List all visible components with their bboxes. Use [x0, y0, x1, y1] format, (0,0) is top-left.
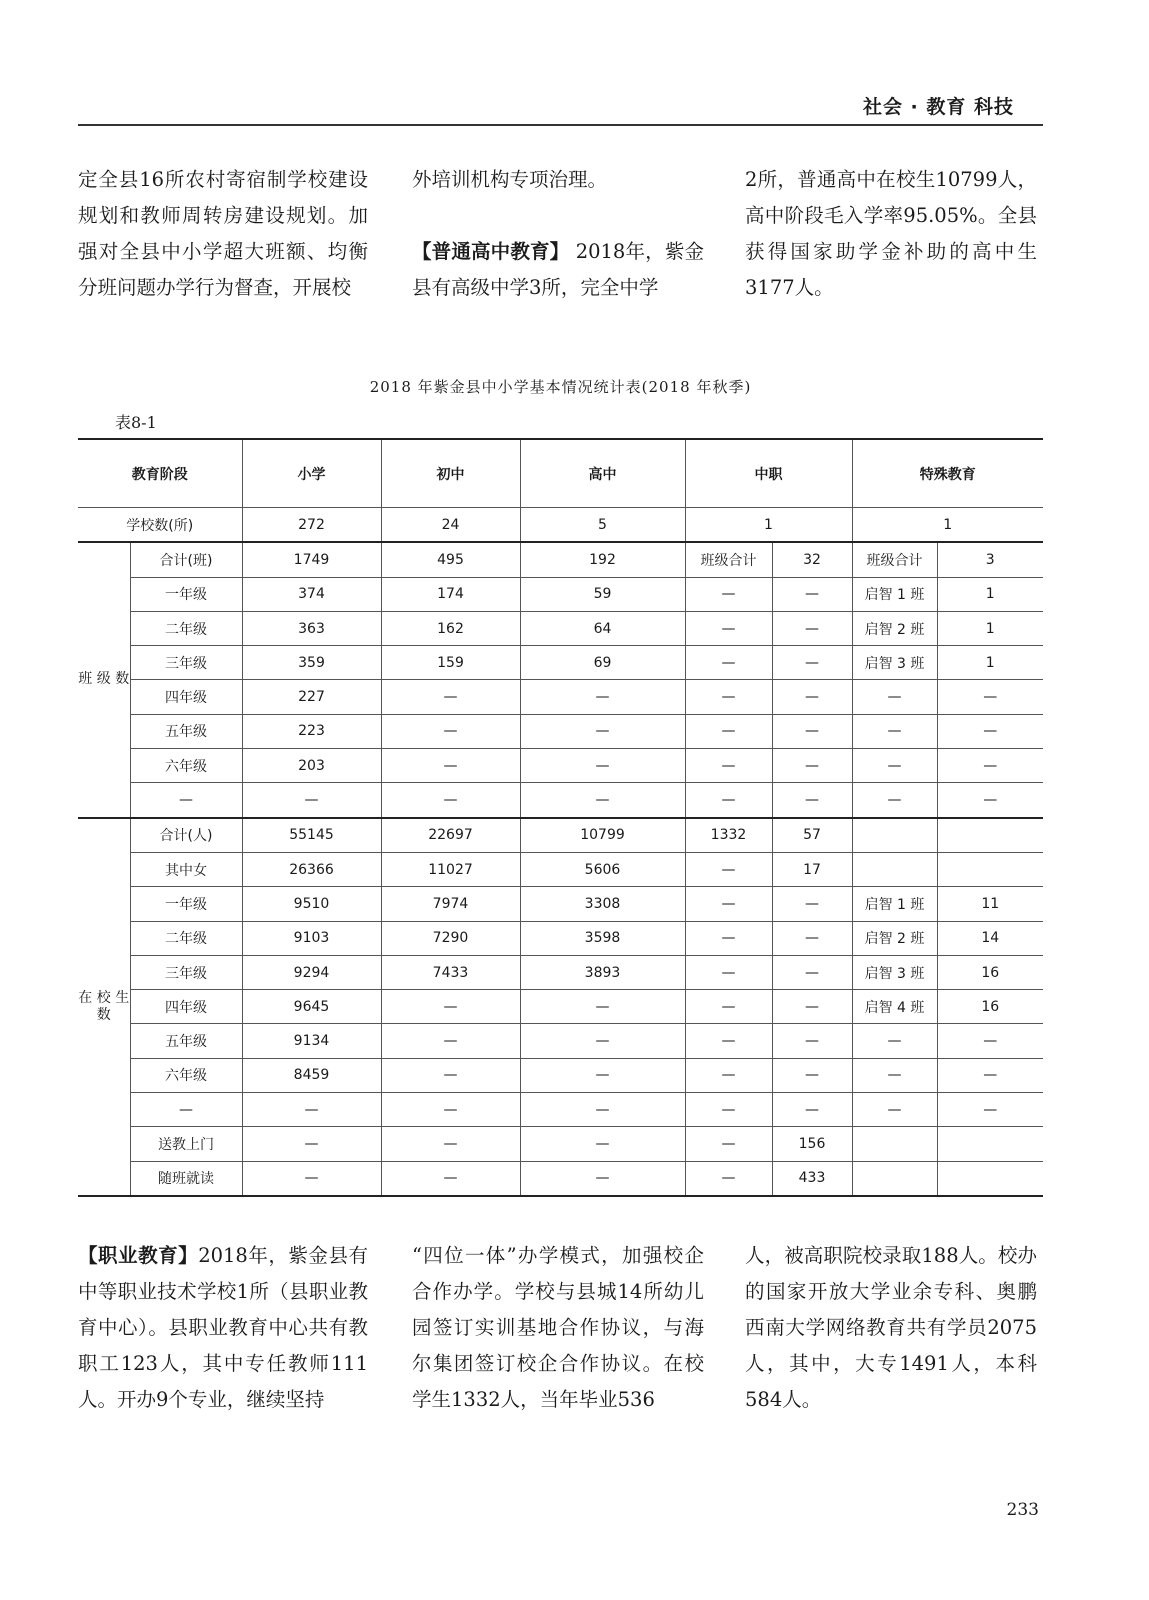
table-cell: 174: [381, 577, 520, 611]
table-cell: —: [685, 680, 772, 714]
table-cell: [852, 852, 937, 886]
table-cell: 启智 4 班: [852, 990, 937, 1024]
table-cell: —: [242, 1093, 381, 1127]
table-cell: [937, 1161, 1043, 1196]
table-row: [78, 1058, 1043, 1092]
table-cell: 3598: [520, 921, 685, 955]
table-cell: —: [685, 852, 772, 886]
row-label: 合计(人): [130, 818, 242, 853]
table-cell: —: [772, 1024, 852, 1058]
table-cell: —: [685, 783, 772, 818]
table-cell: —: [685, 1161, 772, 1196]
table-row: [78, 508, 1043, 543]
table-cell: 495: [381, 542, 520, 577]
table-cell: 32: [772, 542, 852, 577]
top-col2-paragraph: [412, 234, 704, 306]
table-row: [78, 611, 1043, 645]
table-cell: —: [937, 680, 1043, 714]
table-row: [78, 955, 1043, 989]
table-cell: —: [520, 990, 685, 1024]
table-cell: —: [381, 783, 520, 818]
table-cell: 启智 3 班: [852, 646, 937, 680]
table-cell: —: [772, 990, 852, 1024]
table-cell: —: [520, 1093, 685, 1127]
table-cell: 启智 3 班: [852, 955, 937, 989]
row-label: 一年级: [130, 887, 242, 921]
table-cell: 59: [520, 577, 685, 611]
table-cell: —: [520, 1161, 685, 1196]
table-cell: 7290: [381, 921, 520, 955]
table-cell: 272: [242, 508, 381, 543]
header-cell: 初中: [381, 439, 520, 508]
header-cell: 特殊教育: [852, 439, 1043, 508]
table-cell: 156: [772, 1127, 852, 1161]
table-cell: 11027: [381, 852, 520, 886]
table-cell: —: [685, 1127, 772, 1161]
table-cell: —: [520, 1024, 685, 1058]
table-cell: —: [852, 749, 937, 783]
header-cell: 中职: [685, 439, 852, 508]
row-label: 五年级: [130, 1024, 242, 1058]
table-cell: —: [852, 1093, 937, 1127]
table-cell: 16: [937, 990, 1043, 1024]
table-cell: 57: [772, 818, 852, 853]
table-cell: 9510: [242, 887, 381, 921]
table-cell: —: [937, 749, 1043, 783]
table-cell: 203: [242, 749, 381, 783]
table-cell: —: [381, 749, 520, 783]
table-cell: —: [685, 955, 772, 989]
table-cell: —: [852, 714, 937, 748]
table-row: [78, 1127, 1043, 1161]
top-column-3: [745, 162, 1037, 306]
row-label: 送教上门: [130, 1127, 242, 1161]
table-cell: —: [772, 611, 852, 645]
row-label: 三年级: [130, 955, 242, 989]
table-cell: —: [937, 1024, 1043, 1058]
table-cell: 1749: [242, 542, 381, 577]
table-cell: —: [772, 921, 852, 955]
table-cell: 7433: [381, 955, 520, 989]
table-cell: —: [772, 714, 852, 748]
table-number: 表8-1: [115, 413, 157, 432]
table-cell: 班级合计: [685, 542, 772, 577]
table-cell: 22697: [381, 818, 520, 853]
table-cell: [937, 852, 1043, 886]
table-header-row: [78, 439, 1043, 508]
row-label: —: [130, 783, 242, 818]
table-cell: 3: [937, 542, 1043, 577]
table-cell: 10799: [520, 818, 685, 853]
table-row: [78, 783, 1043, 818]
table-cell: 55145: [242, 818, 381, 853]
top-col2-body: 2018年，紫金县有高级中学3所，完全中学: [412, 240, 704, 299]
table-cell: 16: [937, 955, 1043, 989]
header-cell: 高中: [520, 439, 685, 508]
table-cell: 3893: [520, 955, 685, 989]
table-cell: 8459: [242, 1058, 381, 1092]
table-cell: 192: [520, 542, 685, 577]
table-cell: [852, 818, 937, 853]
table-cell: —: [852, 680, 937, 714]
table-cell: —: [381, 1093, 520, 1127]
table-cell: —: [685, 646, 772, 680]
table-cell: 223: [242, 714, 381, 748]
page-number: 233: [1006, 1500, 1039, 1520]
row-label: 一年级: [130, 577, 242, 611]
bottom-column-2: [412, 1238, 704, 1418]
table-cell: —: [772, 577, 852, 611]
table-cell: 9645: [242, 990, 381, 1024]
table-row: [78, 990, 1043, 1024]
bottom-column-3: [745, 1238, 1037, 1418]
table-cell: —: [520, 783, 685, 818]
table-cell: —: [242, 1127, 381, 1161]
table-cell: —: [685, 577, 772, 611]
row-label: 三年级: [130, 646, 242, 680]
header-rule: [78, 124, 1043, 126]
row-label: 合计(班): [130, 542, 242, 577]
bottom-col3-text: 人，被高职院校录取188人。校办的国家开放大学业余专科、奥鹏西南大学网络教育共有学员2075人，其中，大专1491人，本科584人。: [745, 1244, 1037, 1411]
table-cell: [937, 1127, 1043, 1161]
table-cell: —: [772, 1058, 852, 1092]
row-label: 二年级: [130, 611, 242, 645]
row-label: —: [130, 1093, 242, 1127]
row-label: 四年级: [130, 990, 242, 1024]
row-label: 学校数(所): [78, 508, 242, 543]
table-row: [78, 542, 1043, 577]
top-column-2: [412, 162, 704, 306]
table-cell: —: [685, 749, 772, 783]
table-cell: —: [685, 1093, 772, 1127]
table-cell: —: [381, 1058, 520, 1092]
table-row: [78, 577, 1043, 611]
table-cell: —: [685, 921, 772, 955]
table-cell: —: [937, 714, 1043, 748]
table-cell: —: [520, 1127, 685, 1161]
table-cell: —: [685, 714, 772, 748]
table-cell: [852, 1127, 937, 1161]
table-cell: 启智 2 班: [852, 611, 937, 645]
bottom-column-1: [78, 1238, 368, 1418]
top-column-1: [78, 162, 368, 306]
section-header: 社会 · 教育 科技: [862, 96, 1014, 118]
table-cell: 1: [937, 577, 1043, 611]
table-cell: —: [242, 783, 381, 818]
bottom-col1-body: 2018年，紫金县有中等职业技术学校1所（县职业教育中心）。县职业教育中心共有教职工123人，其中专任教师111人。开办9个专业，继续坚持: [78, 1244, 368, 1411]
group-label-students: 在 校 生 数: [78, 818, 130, 1196]
table-cell: —: [381, 714, 520, 748]
table-cell: —: [685, 887, 772, 921]
row-label: 二年级: [130, 921, 242, 955]
table-cell: 1: [937, 646, 1043, 680]
table-cell: 26366: [242, 852, 381, 886]
table-cell: 启智 1 班: [852, 887, 937, 921]
table-cell: 5606: [520, 852, 685, 886]
table-row: [78, 852, 1043, 886]
table-cell: 9134: [242, 1024, 381, 1058]
table-cell: —: [381, 680, 520, 714]
table-cell: 374: [242, 577, 381, 611]
table-cell: 433: [772, 1161, 852, 1196]
table-cell: —: [772, 887, 852, 921]
section-heading-high-school: 【普通高中教育】: [412, 240, 570, 263]
top-col1-text: 定全县16所农村寄宿制学校建设规划和教师周转房建设规划。加强对全县中小学超大班额、均衡分班问题办学行为督查，开展校: [78, 168, 368, 299]
table-cell: —: [381, 1161, 520, 1196]
table-cell: —: [381, 990, 520, 1024]
row-label: 六年级: [130, 1058, 242, 1092]
table-cell: —: [685, 1058, 772, 1092]
table-cell: —: [242, 1161, 381, 1196]
row-label: 五年级: [130, 714, 242, 748]
row-label: 随班就读: [130, 1161, 242, 1196]
table-row: [78, 921, 1043, 955]
table-cell: 9294: [242, 955, 381, 989]
table-cell: —: [520, 1058, 685, 1092]
bottom-col2-text: “四位一体”办学模式，加强校企合作办学。学校与县城14所幼儿园签订实训基地合作协议，与海尔集团签订校企合作协议。在校学生1332人，当年毕业536: [412, 1244, 704, 1411]
table-cell: —: [852, 1024, 937, 1058]
row-label: 其中女: [130, 852, 242, 886]
table-cell: 17: [772, 852, 852, 886]
table-cell: 班级合计: [852, 542, 937, 577]
table-cell: 9103: [242, 921, 381, 955]
table-cell: 14: [937, 921, 1043, 955]
table-cell: 11: [937, 887, 1043, 921]
table-row: [78, 714, 1043, 748]
table-row: [78, 887, 1043, 921]
section-heading-vocational: 【职业教育】: [78, 1244, 199, 1267]
table-cell: —: [772, 646, 852, 680]
table-cell: —: [520, 680, 685, 714]
table-cell: 1332: [685, 818, 772, 853]
table-cell: —: [520, 749, 685, 783]
table-row: [78, 680, 1043, 714]
table-cell: 159: [381, 646, 520, 680]
table-row: [78, 1093, 1043, 1127]
table-cell: 1: [852, 508, 1043, 543]
table-cell: —: [520, 714, 685, 748]
table-cell: 7974: [381, 887, 520, 921]
table-cell: —: [772, 749, 852, 783]
table-cell: —: [937, 1058, 1043, 1092]
table-row: [78, 1024, 1043, 1058]
table-cell: 64: [520, 611, 685, 645]
table-cell: 3308: [520, 887, 685, 921]
table-cell: 162: [381, 611, 520, 645]
header-cell: 小学: [242, 439, 381, 508]
table-cell: —: [772, 1093, 852, 1127]
table-row: [78, 1161, 1043, 1196]
table-cell: 1: [937, 611, 1043, 645]
table-cell: —: [772, 783, 852, 818]
table-cell: —: [381, 1127, 520, 1161]
table-cell: 227: [242, 680, 381, 714]
bottom-col1-paragraph: [78, 1238, 368, 1418]
table-row: [78, 749, 1043, 783]
row-label: 四年级: [130, 680, 242, 714]
header-cell: 教育阶段: [78, 439, 242, 508]
table-cell: 24: [381, 508, 520, 543]
table-row: [78, 818, 1043, 853]
table-cell: —: [852, 783, 937, 818]
table-cell: 启智 2 班: [852, 921, 937, 955]
table-cell: [937, 818, 1043, 853]
table-cell: 69: [520, 646, 685, 680]
table-cell: 1: [685, 508, 852, 543]
top-col2-line1: 外培训机构专项治理。: [412, 168, 608, 191]
top-col3-text: 2所，普通高中在校生10799人，高中阶段毛入学率95.05%。全县获得国家助学金补助的高中生3177人。: [745, 168, 1037, 299]
table-cell: 5: [520, 508, 685, 543]
table-cell: —: [852, 1058, 937, 1092]
table-cell: —: [937, 783, 1043, 818]
table-title: 2018 年紫金县中小学基本情况统计表(2018 年秋季): [369, 378, 752, 396]
table-cell: —: [685, 611, 772, 645]
table-cell: —: [772, 680, 852, 714]
table-cell: —: [685, 990, 772, 1024]
table-cell: —: [937, 1093, 1043, 1127]
table-cell: —: [685, 1024, 772, 1058]
table-row: [78, 646, 1043, 680]
table-cell: 359: [242, 646, 381, 680]
table-cell: 363: [242, 611, 381, 645]
table-cell: [852, 1161, 937, 1196]
group-label-classes: 班 级 数: [78, 542, 130, 817]
statistics-table: [78, 438, 1043, 1197]
row-label: 六年级: [130, 749, 242, 783]
table-cell: —: [772, 955, 852, 989]
table-cell: 启智 1 班: [852, 577, 937, 611]
table-cell: —: [381, 1024, 520, 1058]
